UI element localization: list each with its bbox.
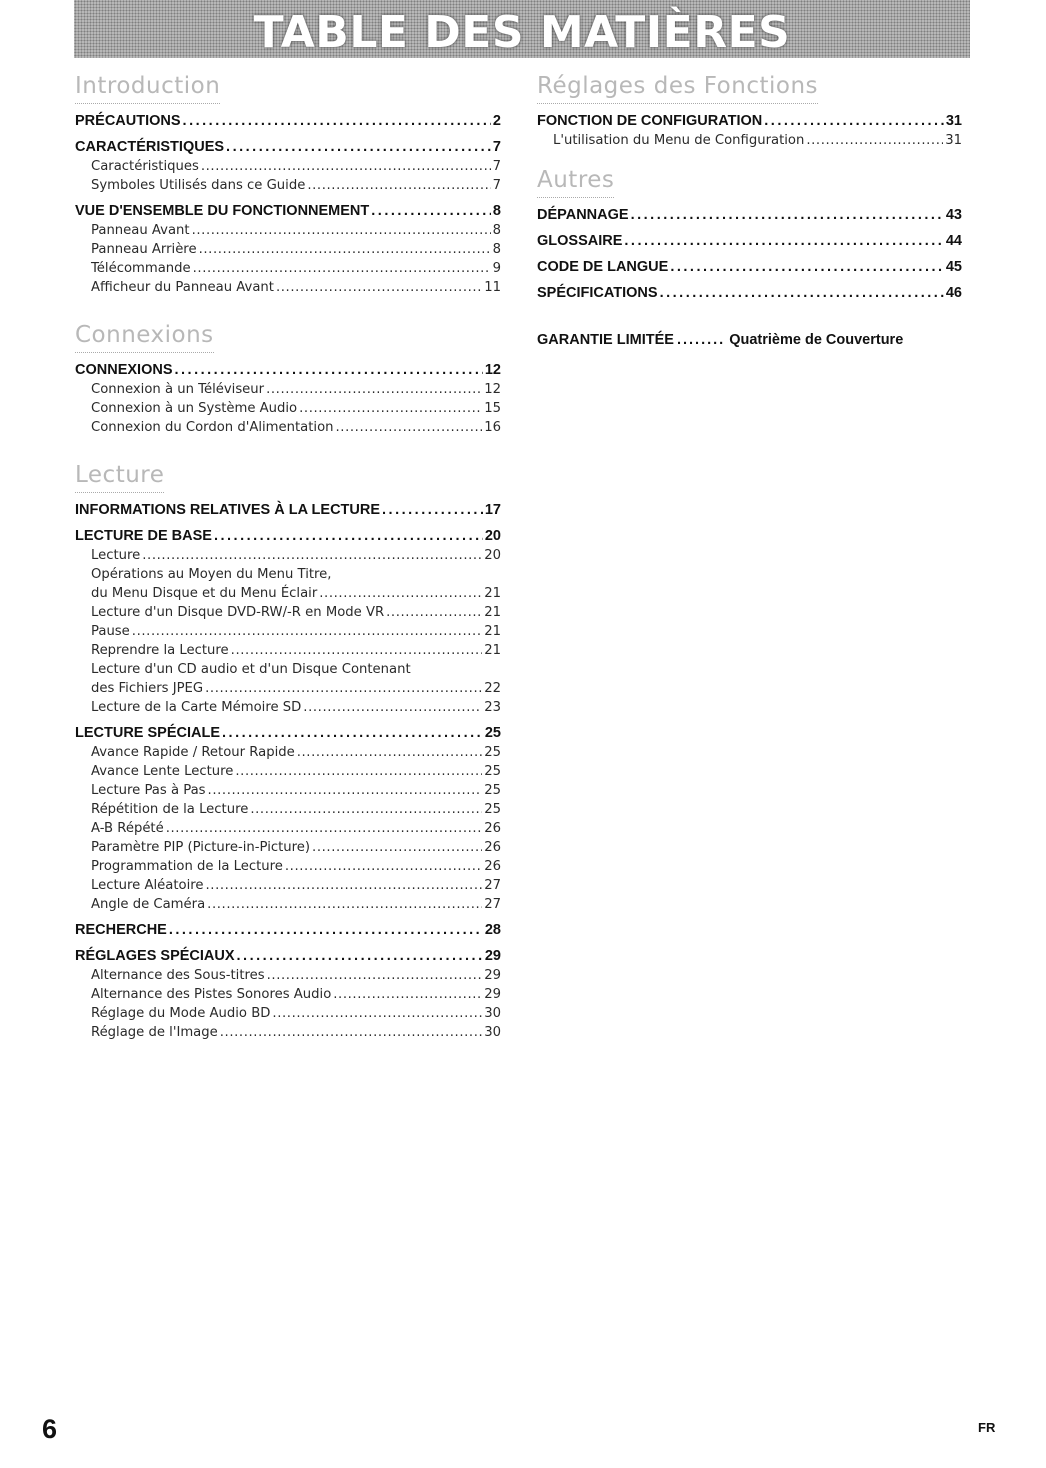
- toc-subentry[interactable]: Panneau Avant ..... 8: [75, 221, 501, 240]
- toc-subentry[interactable]: Connexion à un Téléviseur ..... 12: [75, 380, 501, 399]
- toc-entry[interactable]: CARACTÉRISTIQUES ..... 7: [75, 138, 501, 157]
- toc-subentry[interactable]: Répétition de la Lecture ..... 25: [75, 800, 501, 819]
- toc-subentry[interactable]: Angle de Caméra ..... 27: [75, 895, 501, 914]
- right-column: [537, 70, 962, 350]
- toc-subentry-line: Opérations au Moyen du Menu Titre,: [91, 567, 332, 582]
- toc-subentry[interactable]: Lecture Pas à Pas ..... 25: [75, 781, 501, 800]
- toc-subentry[interactable]: des Fichiers JPEG ..... 22: [75, 679, 501, 698]
- toc-subentry[interactable]: Alternance des Sous-titres ..... 29: [75, 966, 501, 985]
- garantie-entry[interactable]: GARANTIE LIMITÉE ........ Quatrième de Couverture: [537, 332, 904, 348]
- toc-subentry[interactable]: Lecture ..... 20: [75, 546, 501, 565]
- language-label: FR: [978, 1420, 996, 1435]
- toc-entry[interactable]: LECTURE SPÉCIALE ..... 25: [75, 724, 501, 743]
- toc-subentry-line: Lecture d'un CD audio et d'un Disque Contenant: [91, 662, 411, 677]
- toc-entry[interactable]: FONCTION DE CONFIGURATION ..... 31: [537, 112, 962, 131]
- toc-subentry[interactable]: Paramètre PIP (Picture-in-Picture) ..... 26: [75, 838, 501, 857]
- toc-subentry[interactable]: Programmation de la Lecture ..... 26: [75, 857, 501, 876]
- left-column: [75, 70, 501, 1042]
- toc-entry[interactable]: CODE DE LANGUE ..... 45: [537, 258, 962, 277]
- toc-subentry[interactable]: Connexion à un Système Audio ..... 15: [75, 399, 501, 418]
- toc-subentry[interactable]: L'utilisation du Menu de Configuration ..... 31: [537, 131, 962, 150]
- toc-subentry[interactable]: Panneau Arrière ..... 8: [75, 240, 501, 259]
- toc-entry[interactable]: RECHERCHE ..... 28: [75, 921, 501, 940]
- toc-subentry[interactable]: Symboles Utilisés dans ce Guide ..... 7: [75, 176, 501, 195]
- autres-entries: [537, 206, 962, 303]
- section-heading-connexions: Connexions: [75, 319, 214, 353]
- toc-entry[interactable]: PRÉCAUTIONS ..... 2: [75, 112, 501, 131]
- section-heading-introduction: Introduction: [75, 70, 220, 104]
- page-number: 6: [42, 1414, 58, 1444]
- toc-subentry[interactable]: Lecture d'un Disque DVD-RW/-R en Mode VR ..... 21: [75, 603, 501, 622]
- toc-entry[interactable]: SPÉCIFICATIONS ..... 46: [537, 284, 962, 303]
- section-heading-reglages-fonctions: Réglages des Fonctions: [537, 70, 818, 104]
- toc-entry[interactable]: DÉPANNAGE ..... 43: [537, 206, 962, 225]
- connexions-entries: [75, 361, 501, 437]
- toc-subentry[interactable]: A-B Répété ..... 26: [75, 819, 501, 838]
- reglages-fonctions-entries: [537, 112, 962, 150]
- section-heading-autres: Autres: [537, 164, 614, 198]
- toc-subentry[interactable]: Reprendre la Lecture ..... 21: [75, 641, 501, 660]
- toc-subentry[interactable]: Avance Rapide / Retour Rapide ..... 25: [75, 743, 501, 762]
- page-title: TABLE DES MATIÈRES: [253, 7, 791, 58]
- toc-subentry[interactable]: Avance Lente Lecture ..... 25: [75, 762, 501, 781]
- title-banner: [74, 0, 970, 58]
- toc-entry[interactable]: CONNEXIONS ..... 12: [75, 361, 501, 380]
- toc-subentry[interactable]: Lecture de la Carte Mémoire SD ..... 23: [75, 698, 501, 717]
- toc-subentry[interactable]: Caractéristiques ..... 7: [75, 157, 501, 176]
- lecture-entries: [75, 501, 501, 1042]
- toc-subentry[interactable]: Lecture Aléatoire ..... 27: [75, 876, 501, 895]
- toc-subentry[interactable]: Alternance des Pistes Sonores Audio ..... 29: [75, 985, 501, 1004]
- section-heading-lecture: Lecture: [75, 459, 164, 493]
- toc-subentry[interactable]: Connexion du Cordon d'Alimentation ..... 16: [75, 418, 501, 437]
- toc-subentry[interactable]: Afficheur du Panneau Avant ..... 11: [75, 278, 501, 297]
- toc-subentry[interactable]: Réglage de l'Image ..... 30: [75, 1023, 501, 1042]
- toc-subentry[interactable]: du Menu Disque et du Menu Éclair ..... 21: [75, 584, 501, 603]
- toc-subentry[interactable]: Télécommande ..... 9: [75, 259, 501, 278]
- toc-entry[interactable]: GLOSSAIRE ..... 44: [537, 232, 962, 251]
- toc-entry[interactable]: RÉGLAGES SPÉCIAUX ..... 29: [75, 947, 501, 966]
- toc-entry[interactable]: VUE D'ENSEMBLE DU FONCTIONNEMENT ..... 8: [75, 202, 501, 221]
- toc-subentry[interactable]: Pause ..... 21: [75, 622, 501, 641]
- introduction-entries: [75, 112, 501, 297]
- toc-entry[interactable]: LECTURE DE BASE ..... 20: [75, 527, 501, 546]
- toc-subentry[interactable]: Réglage du Mode Audio BD ..... 30: [75, 1004, 501, 1023]
- toc-entry[interactable]: INFORMATIONS RELATIVES À LA LECTURE ..... 17: [75, 501, 501, 520]
